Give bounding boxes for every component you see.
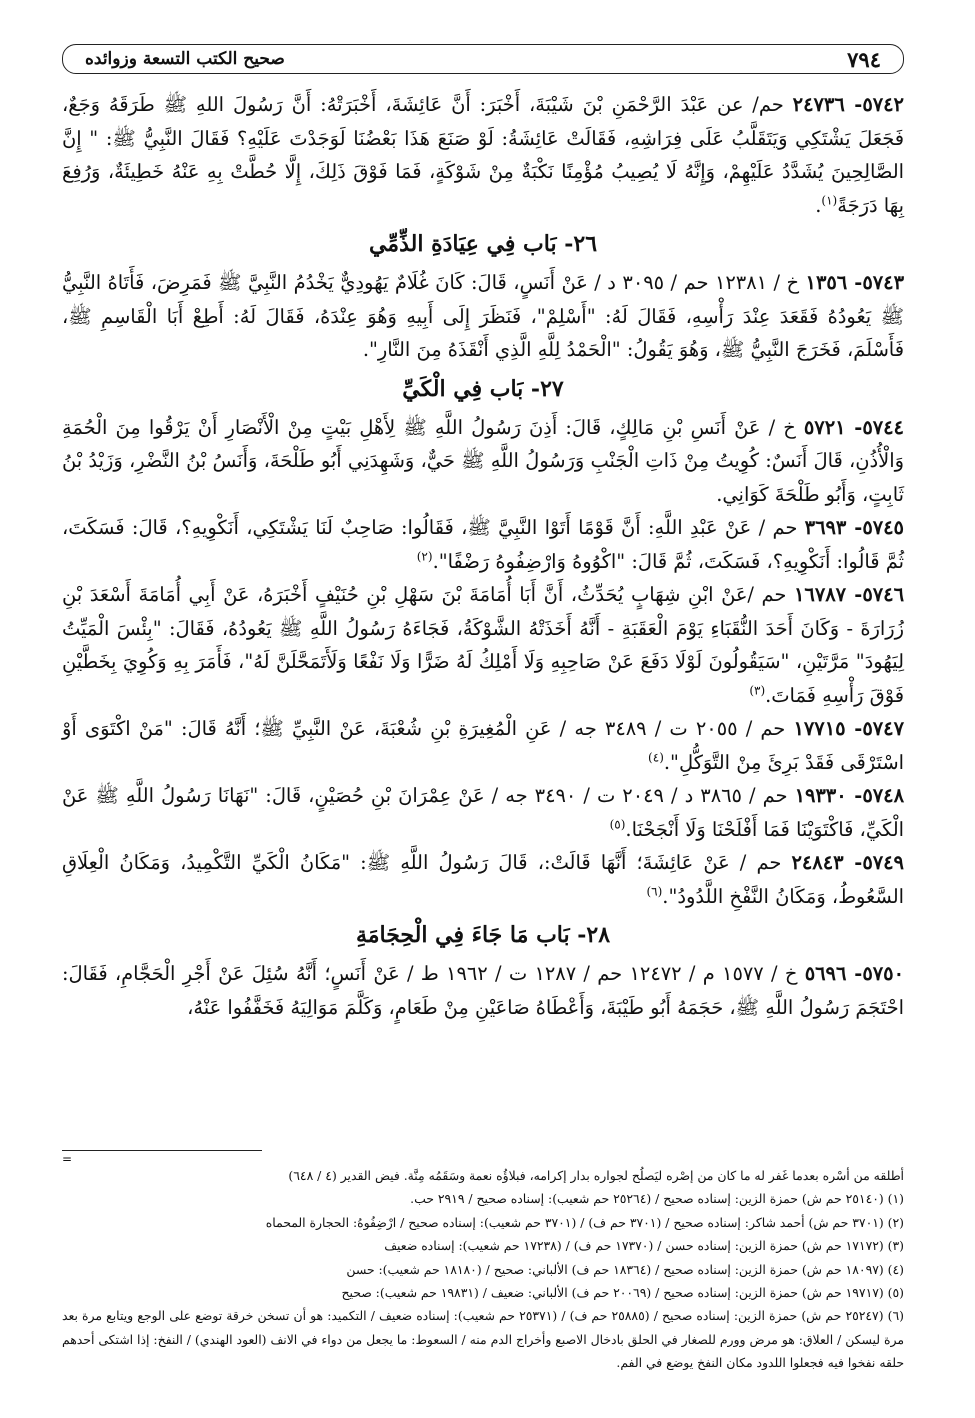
footnote-4: (٤) (١٨٠٩٧ حم ش) حمزة الزين: إسناده صحيح / (١٨٣٦٤ حم ف) الألباني: صحيح / (١٨١٨٠ حم شعيب): حسن [346, 1261, 904, 1277]
page-header [62, 44, 904, 74]
hadith-number: ٥٧٤٥- ٣٦٩٣ [804, 516, 904, 539]
hadith-text: حم / ٢٠٥٥ ت / ٣٤٨٩ جه / عَنِ الْمُغِيرَةِ بْنِ شُعْبَةَ، عَنْ النَّبِيِّ ﷺ؛ أَنَّهُ قَالَ: "مَنْ اكْتَوَى أَوْ اسْتَرْقَى فَقَدْ بَرِئَ مِنْ التَّوَكُّلِ". [62, 717, 904, 774]
hadith-5747 [62, 712, 904, 779]
footnote-ref: (٣) [749, 683, 766, 698]
hadith-5742 [62, 88, 904, 222]
hadith-number: ٥٧٤٧- ١٧٧١٥ [793, 717, 905, 740]
hadith-number: ٥٧٤٨- ١٩٣٣٠ [794, 784, 904, 807]
page-number: ٧٩٤ [847, 46, 881, 72]
footnote-continuation: أطلقه من أسْره بعدما غَفر له ما كان من إصْره ليَصلُح لجواره بدار إكرامه، فبلاؤُه نعمة وسَقَمُه مِنَّة. فيض القدير (٤ / ٦٤٨) [288, 1168, 904, 1183]
chapter-heading-28: ٢٨- بَاب مَا جَاءَ فِي الْحِجَامَةِ [355, 922, 611, 948]
footnote-list [62, 1164, 904, 1375]
hadith-end: . [815, 193, 822, 217]
footnote-ref: (٤) [648, 750, 664, 765]
hadith-5744 [62, 411, 904, 512]
hadith-number: ٥٧٤٦- ١٦٧٨٧ [794, 583, 904, 606]
hadith-number: ٥٧٥٠- ٥٦٩٦ [804, 962, 904, 985]
footnote-2: (٢) (٣٧٠١ حم ش) أحمد شاكر: إسناده صحيح / (٣٧٠١ حم ف) / (٣٧٠١ حم شعيب): إسناده صحيح / ارْضِفُوهُ: الحجارة المحماه [265, 1214, 904, 1230]
hadith-5748 [62, 779, 904, 846]
footnote-separator [62, 1150, 262, 1151]
footnote-5: (٥) (١٩٧١٧ حم ش) حمزة الزين: إسناده صحيح / (٢٠٠٦٩ حم ف) الألباني: ضعيف / (١٩٨٣١ حم شعيب): صحيح [341, 1285, 904, 1301]
chapter-heading-27: ٢٧- بَاب فِي الْكَيِّ [402, 375, 564, 402]
footnote-1: (١) (٢٥١٤٠ حم ش) حمزة الزين: إسناده صحيح / (٢٥٢٦٤ حم شعيب): إسناده صحيح / ٢٩١٩ حب. [410, 1191, 904, 1207]
hadith-text: حم /عَنْ ابْنِ شِهَابٍ يُحَدِّثُ، أَنَّ أَبَا أُمَامَةَ بْنَ سَهْلِ بْنِ حُنَيْفٍ أَخْبَرَهُ، عَنْ أَبِي أُمَامَةَ أَسْعَدَ بْنِ زُرَارَةَ - وَكَانَ أَحَدَ النُّقَبَاءِ يَوْمَ الْعَقَبَةِ - أَنَّهُ أَخَذَتْهُ الشَّوْكَةُ، فَجَاءَهُ رَسُولُ اللَّهِ ﷺ يَعُودُهُ، فَقَالَ: "بِئْسَ الْمَيِّتُ لِيَهُودَ" مَرَّتَيْنِ، "سَيَقُولُونَ لَوْلَا دَفَعَ عَنْ صَاحِبِهِ وَلَا أَمْلِكُ لَهُ ضَرًّا وَلَا نَفْعًا وَلَأَتَمَحَّلَنَّ لَهُ"، فَأَمَرَ بِهِ وَكُوِيَ بِخَطَّيْنِ فَوْقَ رَأْسِهِ فَمَاتَ. [62, 583, 904, 707]
footnote-ref: (٢) [416, 549, 433, 564]
hadith-5750 [62, 957, 904, 1024]
footnote-6: (٦) (٢٥٢٤٧ حم ش) حمزة الزين: إسناده صحيح / (٢٥٨٨٥ حم ف) / (٢٥٣٧١ حم شعيب): إسناده ضعيف / التكميد: هو أن تسخن خرقة توضع على الوجع ويتابع مرة بعد مرة ليسكن / العلاق: هو مرض وورم للصغار في الحلق بادخال الاصبع وأخراج الدم منه / السعوط: ما يجعل من دواء في الانف (العود الهندي) / النفخ: إذا اشتكى أحدهم حلقه نفخوا فيه فجعلوا اللدود مكان النفخ يوضع في الفم. [62, 1308, 905, 1371]
footnote-3: (٣) (١٧١٧٢ حم ش) حمزة الزين: إسناده حسن / (١٧٣٧٠ حم ف) / (١٧٢٣٨ حم شعيب): إسناده ضعيف [384, 1238, 904, 1254]
hadith-number: ٥٧٤٩- ٢٤٨٤٣ [791, 851, 904, 874]
book-title: صحيح الكتب التسعة وزوائده [85, 49, 285, 69]
page [62, 34, 904, 1394]
hadith-number: ٥٧٤٢- ٢٤٧٣٦ [792, 93, 904, 116]
continuation-mark: = [62, 1152, 73, 1166]
hadith-5743 [62, 266, 904, 367]
hadith-5746 [62, 578, 904, 712]
hadith-number: ٥٧٤٤- ٥٧٢١ [803, 415, 904, 439]
hadith-5745 [62, 511, 904, 578]
footnote-ref: (٥) [609, 817, 626, 832]
hadith-text: حم / عَنْ عَائِشَةَ؛ أَنَّهَا قَالَتْ:، قَالَ رَسُولُ اللَّهِ ﷺ: "مَكَانُ الْكَيِّ التَّكْمِيدُ، وَمَكَانُ الْعِلَاقِ السَّعُوطُ، وَمَكَانُ النَّفْخِ اللَّدُودُ". [62, 851, 904, 908]
chapter-heading-26: ٢٦- بَاب فِي عِيَادَةِ الذِّمِّي [368, 231, 598, 257]
footnote-ref: (٦) [646, 884, 663, 899]
hadith-text: حم/ عن عَبْدَ الرَّحْمَنِ بْنَ شَيْبَةَ، أَخْبَرَ: أَنَّ عَائِشَةَ، أَخْبَرَتْهُ: أَنَّ رَسُولَ اللهِ ﷺ طَرَقَهُ وَجَعٌ، فَجَعَلَ يَشْتَكِي وَيَتَقَلَّبُ عَلَى فِرَاشِهِ، فَقَالَتْ عَائِشَةُ: لَوْ صَنَعَ هَذَا بَعْضُنَا لَوَجَدْتَ عَلَيْهِ؟ فَقَالَ النَّبِيُّ ﷺ: " إِنَّ الصَّالِحِينَ يُشَدَّدُ عَلَيْهِمْ، وَإِنَّهُ لَا يُصِيبُ مُؤْمِنًا نَكْبَةٌ مِنْ شَوْكَةٍ، فَمَا فَوْقَ ذَلِكَ، إِلَّا حُطَّتْ بِهِ عَنْهُ خَطِيئَةٌ، وَرُفِعَ بِهَا دَرَجَةً [62, 93, 904, 217]
hadith-text: خ / ١٥٧٧ م / ١٢٤٧٢ حم / ١٢٨٧ ت / ١٩٦٢ ط / عَنْ أَنَسٍ؛ أَنَّهُ سُئِلَ عَنْ أَجْرِ الْحَجَّامِ، فَقَالَ: احْتَجَمَ رَسُولُ اللَّهِ ﷺ، حَجَمَهُ أَبُو طَيْبَةَ، وَأَعْطَاهُ صَاعَيْنِ مِنْ طَعَامٍ، وَكَلَّمَ مَوَالِيَهُ فَخَفَّفُوا عَنْهُ، [62, 962, 904, 1019]
page-body [62, 88, 904, 1024]
footnote-ref: (١) [821, 193, 838, 208]
hadith-5749 [62, 846, 904, 913]
hadith-text: خ / عَنْ أَنَسِ بْنِ مَالِكٍ، قَالَ: أَذِنَ رَسُولُ اللَّهِ ﷺ لِأَهْلِ بَيْتٍ مِنْ الْأَنْصَارِ أَنْ يَرْقُوا مِنَ الْحُمَةِ وَالْأُذُنِ، قَالَ أَنَسٌ: كُوِيتُ مِنْ ذَاتِ الْجَنْبِ وَرَسُولُ اللَّهِ ﷺ حَيٌّ، وَشَهِدَنِي أَبُو طَلْحَةَ، وَأَنَسُ بْنُ النَّضْرِ، وَزَيْدُ بْنُ ثَابِتٍ، وَأَبُو طَلْحَةَ كَوَانِي. [62, 415, 904, 506]
hadith-text: خ / ١٢٣٨١ حم / ٣٠٩٥ د / عَنْ أَنَسٍ، قَالَ: كَانَ غُلَامٌ يَهُودِيٌّ يَخْدُمُ النَّبِيَّ ﷺ فَمَرِضَ، فَأَتَاهُ النَّبِيُّ ﷺ يَعُودُهُ فَقَعَدَ عِنْدَ رَأْسِهِ، فَقَالَ لَهُ: "أَسْلِمْ"، فَنَظَرَ إِلَى أَبِيهِ وَهُوَ عِنْدَهُ، فَقَالَ لَهُ: أَطِعْ أَبَا الْقَاسِمِ ﷺ، فَأَسْلَمَ، فَخَرَجَ النَّبِيُّ ﷺ، وَهُوَ يَقُولُ: "الْحَمْدُ لِلَّهِ الَّذِي أَنْقَذَهُ مِنَ النَّارِ". [62, 271, 904, 361]
hadith-text: حم / ٣٨٦٥ د / ٢٠٤٩ ت / ٣٤٩٠ جه / عَنْ عِمْرَانَ بْنِ حُصَيْنٍ، قَالَ: "نَهَانَا رَسُولُ اللَّهِ ﷺ عَنْ الْكَيِّ، فَاكْتَوَيْنَا فَمَا أَفْلَحْنَا وَلَا أَنْجَحْنَا. [62, 784, 904, 841]
hadith-number: ٥٧٤٣- ١٣٥٦ [805, 271, 904, 294]
hadith-text: حم / عَنْ عَبْدِ اللَّهِ: أَنَّ قَوْمًا أَتَوْا النَّبِيَّ ﷺ، فَقَالُوا: صَاحِبٌ لَنَا يَشْتَكِي، أَنَكْوِيهِ؟، قَالَ: فَسَكَتَ، ثُمَّ قَالُوا: أَنَكْوِيهِ؟، فَسَكَتَ، ثُمَّ قَالَ: "اكْوُوهُ وَارْضِفُوهُ رَضْفًا". [62, 516, 904, 573]
